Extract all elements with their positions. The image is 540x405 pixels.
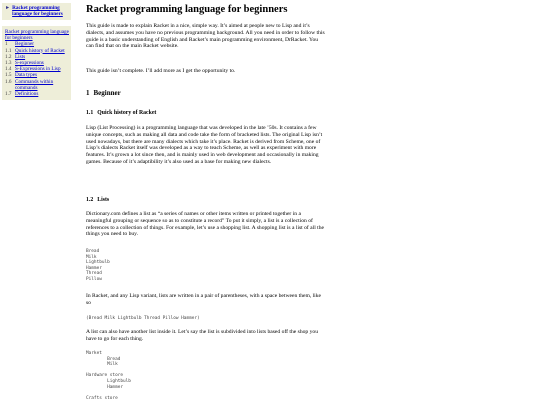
subsection-number: 1.2 [86,197,94,203]
intro-paragraph: This guide is made to explain Racket in a nice, simple way. It’s aimed at people new to Lisp and it’s dialects, and assumes you have no previous programming background. All you need in order to follow this guide is a basic understanding of English and Racket’s main programming environment, DrRacket. You can find that on the main Racket website. [86,23,325,50]
toc-item-number: 1.1 [5,47,12,54]
toc-item-number: 1.5 [5,72,12,79]
toc-item-link[interactable]: Beginner [15,41,35,48]
toc-item-number: 1.3 [5,60,12,67]
lists-paragraph: Dictionary.com defines a list as “a series of names or other items written or printed together in a meaningful grouping or sequence so as to constitute a record” To put it simply, a list is a collection of references to a collection of things. For example, let’s use a shopping list. A shopping list is a list of all the things you need to buy. [86,211,325,238]
toc-item-link[interactable]: Data types [15,72,38,79]
toc-item-link[interactable]: Quick history of Racket [15,47,65,54]
toc-title-link[interactable]: Racket programming language for beginners [5,29,69,42]
nav-box [2,3,71,20]
toc-item[interactable] [5,91,70,97]
toc-item-link[interactable]: Lists [15,53,26,60]
toc-list [5,41,70,97]
toc-item-number: 1.4 [5,66,12,73]
subsection-heading-lists [86,197,109,203]
subsection-title: Lists [97,197,110,203]
toc-item[interactable] [5,79,70,91]
home-link[interactable]: Racket programming language for beginners [12,5,63,18]
toc-item-link[interactable]: Commands within commands [15,78,54,91]
history-paragraph: Lisp (List Processing) is a programming language that was developed in the late ’50s. It contains a few unique concepts, such as making all data and code take the form of bracketed lists. The original Lisp isn’t used nowadays, but there are many dialects which take it’s place. Racket is derived from Scheme, one of Lisp’s dialects Racket itself was developed as a way to teach Scheme, as well as experiment with more features. It’s grown a lot since then, and is mainly used in web development and occasionally in making games. Because of it’s adaptibility it’s also used as a base for making new dialects. [86,125,323,165]
toc-item-link[interactable]: Definitions [15,91,39,98]
toc-item-link[interactable]: S-Expressions in Lisp [15,66,61,73]
section-title: Beginner [93,89,121,97]
code-block-shopping-list: Bread Milk Lightbulb Hammer Thread Pillow [86,249,110,282]
intro-note: This guide isn’t complete. I’ll add more as I get the opportunity to. [86,68,236,74]
section-number: 1 [86,89,90,97]
toc-item-number: 1.7 [5,91,12,98]
subsection-heading-history [86,110,156,116]
toc-item-number: 1.6 [5,78,12,85]
lists-paragraph-2: In Racket, and any Lisp variant, lists are written in a pair of parentheses, with a space between them, like so [86,293,322,306]
lists-paragraph-3: A list can also have another list inside it. Let’s say the list is subdivided into lists based off the shop you have to go for each thing. [86,329,319,342]
toc-item-number: 1 [5,41,8,48]
table-of-contents [2,26,71,100]
code-block-list-syntax: (Bread Milk Lightbulb Thread Pillow Hammer) [86,316,200,321]
toc-item-number: 1.2 [5,53,12,60]
page-title: Racket programming language for beginners [86,4,288,15]
subsection-number: 1.1 [86,110,94,116]
subsection-title: Quick history of Racket [97,110,157,116]
section-heading-beginner [86,89,121,97]
toc-item-link[interactable]: S-expressions [15,60,44,67]
nav-arrow-icon: ► [5,5,11,11]
code-block-nested-list: Market Bread Milk Hardware store Lightbulb Hammer Crafts store [86,351,131,401]
